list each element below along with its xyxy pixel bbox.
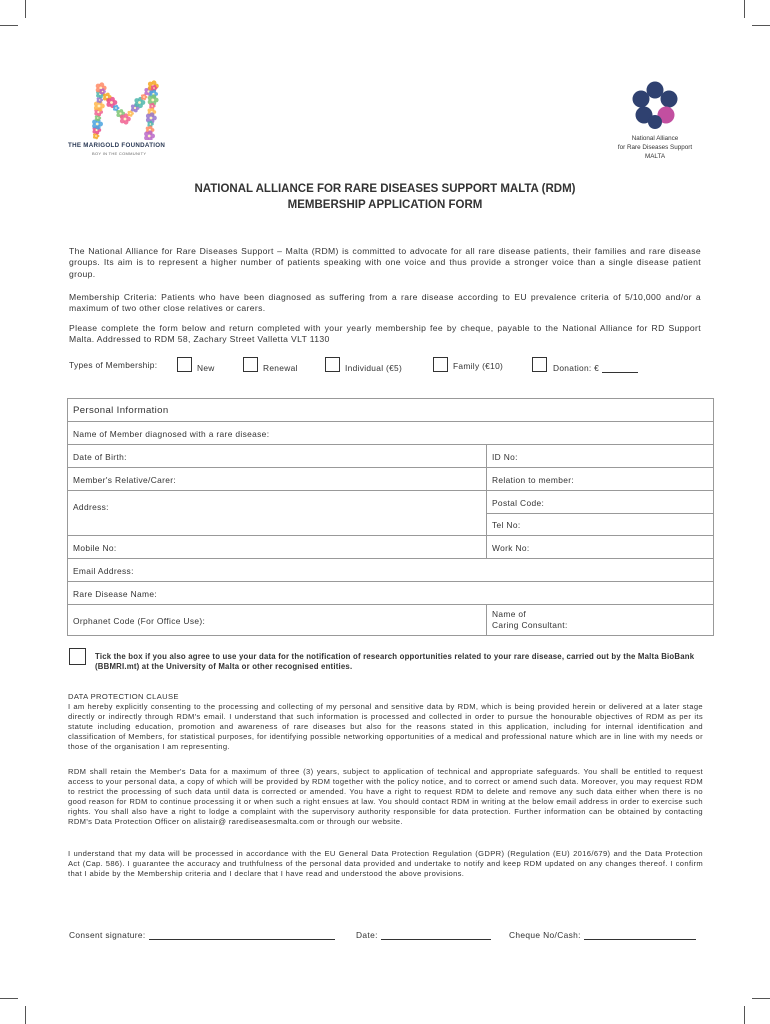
data-protection-heading: DATA PROTECTION CLAUSE bbox=[68, 692, 179, 701]
id-no-field[interactable]: ID No: bbox=[492, 452, 518, 462]
logo-name: THE MARIGOLD FOUNDATION bbox=[68, 142, 166, 149]
work-field[interactable]: Work No: bbox=[492, 543, 530, 553]
form-title: NATIONAL ALLIANCE FOR RARE DISEASES SUPPORT MALTA (RDM) MEMBERSHIP APPLICATION FORM bbox=[194, 183, 576, 211]
checkbox-renewal[interactable] bbox=[243, 357, 258, 372]
member-name-field[interactable]: Name of Member diagnosed with a rare disease: bbox=[68, 422, 713, 445]
column-divider bbox=[486, 468, 487, 490]
tel-field[interactable]: Tel No: bbox=[492, 520, 521, 530]
research-consent-checkbox[interactable] bbox=[69, 648, 86, 665]
rdm-logo bbox=[600, 80, 710, 168]
checkbox-family[interactable] bbox=[433, 357, 448, 372]
data-protection-p3: I understand that my data will be processed in accordance with the EU General Data Protection Regulation (GDPR) (Regulation (EU) 2016/679) and the Data Protection Act (Cap. 586). I guarantee the accuracy and truthfulness of the personal data provided and undertake to notify and keep RDM updated on any changes thereof. I confirm that I abide by the Membership criteria and I declare that I have read and understood the above provisions. bbox=[68, 849, 703, 879]
flower-m-icon bbox=[66, 78, 186, 140]
crop-mark bbox=[0, 25, 18, 26]
option-family: Family (€10) bbox=[453, 361, 504, 371]
marigold-foundation-logo bbox=[66, 78, 186, 168]
date: Date: bbox=[356, 930, 491, 940]
column-divider bbox=[486, 605, 487, 635]
dob-row bbox=[68, 445, 713, 468]
email-field[interactable]: Email Address: bbox=[68, 559, 713, 582]
address-field[interactable]: Address: bbox=[73, 502, 109, 512]
crop-mark bbox=[25, 0, 26, 18]
instructions: Please complete the form below and return completed with your yearly membership fee by cheque, payable to the National Alliance for RD Support Malta. Addressed to RDM 58, Zachary Street Valletta VLT 1130 bbox=[69, 323, 701, 345]
crop-mark bbox=[752, 998, 770, 999]
section-title-row bbox=[68, 399, 713, 422]
relative-field[interactable]: Member's Relative/Carer: bbox=[73, 475, 177, 485]
intro-paragraph: The National Alliance for Rare Diseases Support – Malta (RDM) is committed to advocate for all rare disease patients, their families and rare disease groups. Its aim is to represent a higher number of patients speaking with one voice and thus provide a stronger voice than a single disease patient group. bbox=[69, 246, 701, 279]
consent-signature: Consent signature: bbox=[69, 930, 335, 940]
crop-mark bbox=[744, 1006, 745, 1024]
donation-amount-field[interactable] bbox=[602, 364, 638, 373]
rdm-logo-text: National Alliance for Rare Diseases Support MALTA bbox=[617, 135, 693, 160]
checkbox-new[interactable] bbox=[177, 357, 192, 372]
mobile-field[interactable]: Mobile No: bbox=[73, 543, 117, 553]
postal-code-field[interactable]: Postal Code: bbox=[492, 498, 545, 508]
personal-information-table bbox=[67, 398, 714, 636]
mobile-row bbox=[68, 535, 713, 559]
date-field[interactable] bbox=[381, 931, 491, 940]
membership-label: Types of Membership: bbox=[69, 360, 158, 370]
crop-mark bbox=[752, 25, 770, 26]
crop-mark bbox=[744, 0, 745, 18]
membership-criteria: Membership Criteria: Patients who have been diagnosed as suffering from a rare disease according to EU prevalence criteria of 5/10,000 and/or a maximum of two other close relatives or carers. bbox=[69, 292, 701, 314]
disease-field[interactable]: Rare Disease Name: bbox=[68, 582, 713, 605]
crop-mark bbox=[0, 998, 18, 999]
crop-mark bbox=[25, 1006, 26, 1024]
orphanet-field[interactable]: Orphanet Code (For Office Use): bbox=[73, 616, 206, 626]
cheque-no: Cheque No/Cash: bbox=[509, 930, 696, 940]
consultant-field[interactable]: Name of Caring Consultant: bbox=[492, 609, 568, 630]
option-renewal: Renewal bbox=[263, 363, 298, 373]
checkbox-individual[interactable] bbox=[325, 357, 340, 372]
consent-signature-field[interactable] bbox=[149, 931, 335, 940]
logo-tagline: BOY IN THE COMMUNITY bbox=[92, 151, 147, 156]
section-title: Personal Information bbox=[73, 405, 169, 416]
option-new: New bbox=[197, 363, 215, 373]
cheque-field[interactable] bbox=[584, 931, 696, 940]
relative-row bbox=[68, 468, 713, 491]
row-divider bbox=[486, 513, 713, 514]
orphanet-row bbox=[68, 605, 713, 636]
option-individual: Individual (€5) bbox=[345, 363, 403, 373]
rdm-flower-icon bbox=[626, 80, 684, 132]
dob-field[interactable]: Date of Birth: bbox=[73, 452, 127, 462]
address-row bbox=[68, 491, 713, 535]
column-divider bbox=[486, 445, 487, 467]
option-donation: Donation: € bbox=[553, 363, 638, 373]
column-divider bbox=[486, 536, 487, 558]
data-protection-p2: RDM shall retain the Member's Data for a maximum of three (3) years, subject to application of technical and appropriate safeguards. You shall be entitled to request access to your personal data, a copy of which will be provided by RDM together with the policy notice, and to correct or amend such data. Moreover, you may request RDM to restrict the processing of such data until data is corrected or amended. You have a right to request RDM to delete and remove any such data either when there is no good reason for RDM to continue processing it or when such a right ensues at law. You should contact RDM in writing at the below email address in order to exercise such rights. You shall also have a right to lodge a complaint with the supervisory authority responsible for data protection. Further information can be obtained by contacting RDM's Data Protection Officer on alistair@ rarediseasesmalta.com or through our website. bbox=[68, 767, 703, 827]
checkbox-donation[interactable] bbox=[532, 357, 547, 372]
research-consent-text: Tick the box if you also agree to use your data for the notification of research opportunities related to your rare disease, carried out by the Malta BioBank (BBMRI.mt) at the University of Malta or other recognised entities. bbox=[95, 652, 695, 671]
data-protection-p1: I am hereby explicitly consenting to the processing and collecting of my personal and sensitive data by RDM, which is being provided herein or delivered at a later stage directly or indirectly through RDM's email. I understand that such information is processed and collected in order to pursue the honourable objectives of RDM as per its statute including education, promotion and awareness of rare diseases but also for the reasons stated in this application, including for internal identification and classification of Members, for statistical purposes, for identifying possible networking opportunities of a medical and professional nature which are in line with my needs or those of the organisation I am representing. bbox=[68, 702, 703, 752]
relation-field[interactable]: Relation to member: bbox=[492, 475, 575, 485]
membership-types bbox=[69, 356, 709, 380]
